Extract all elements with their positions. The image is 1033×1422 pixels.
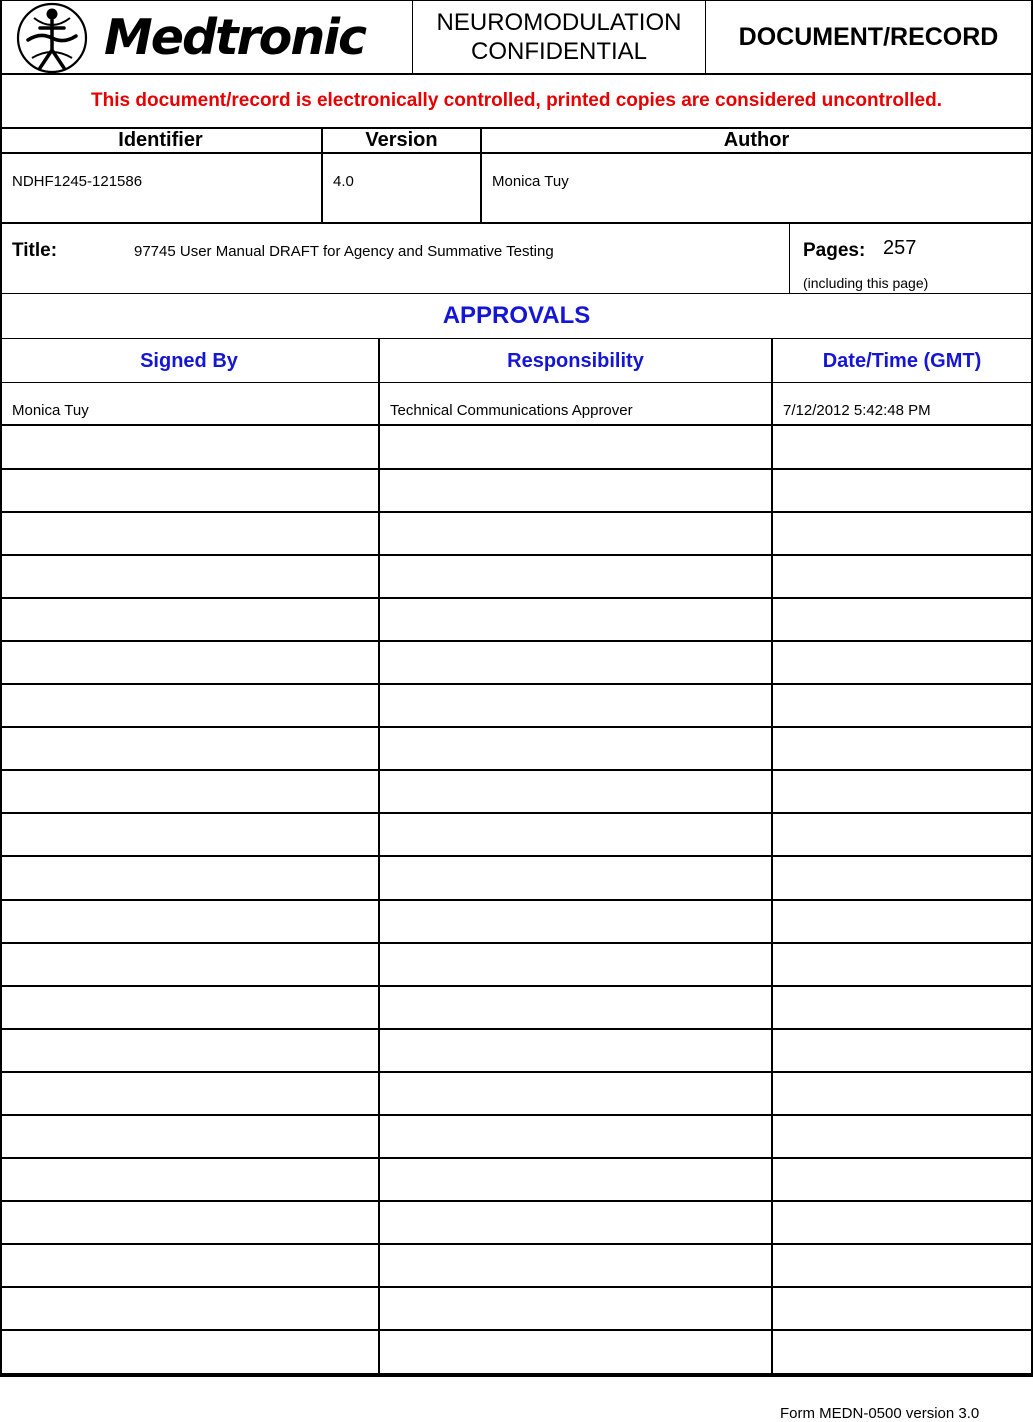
row-divider xyxy=(0,769,1033,771)
row-divider xyxy=(0,1157,1033,1159)
row-divider xyxy=(0,985,1033,987)
row-divider xyxy=(0,726,1033,728)
responsibility-header: Responsibility xyxy=(507,349,644,372)
author-value: Monica Tuy xyxy=(492,173,569,190)
row-divider xyxy=(0,1200,1033,1202)
classification-label xyxy=(413,0,705,74)
brand-wordmark: Medtronic xyxy=(104,9,366,66)
datetime-cell: 7/12/2012 5:42:48 PM xyxy=(783,402,931,419)
row-divider xyxy=(0,468,1033,470)
row-divider xyxy=(0,942,1033,944)
form-version: Form MEDN-0500 version 3.0 xyxy=(780,1405,980,1422)
approvals-heading: APPROVALS xyxy=(442,302,591,329)
row-divider xyxy=(0,1375,1033,1377)
row-divider xyxy=(0,899,1033,901)
row-divider xyxy=(0,597,1033,599)
version-header: Version xyxy=(365,128,438,151)
row-divider xyxy=(0,855,1033,857)
classification-line-2: CONFIDENTIAL xyxy=(470,38,647,65)
pages-note: (including this page) xyxy=(803,275,929,291)
row-divider xyxy=(0,424,1033,426)
version-value: 4.0 xyxy=(333,173,354,190)
pages-count: 257 xyxy=(883,237,917,259)
signed-by-header: Signed By xyxy=(140,349,238,372)
document-title: 97745 User Manual DRAFT for Agency and Summative Testing xyxy=(134,243,554,260)
medtronic-logo xyxy=(12,2,402,74)
author-header: Author xyxy=(723,128,790,151)
row-divider xyxy=(0,511,1033,513)
row-divider xyxy=(0,554,1033,556)
classification-line-1: NEUROMODULATION xyxy=(436,9,682,36)
signed-by-cell: Monica Tuy xyxy=(12,402,89,419)
pages-label: Pages: xyxy=(803,240,866,261)
row-divider xyxy=(0,1071,1033,1073)
row-divider xyxy=(0,1243,1033,1245)
row-divider xyxy=(0,1286,1033,1288)
row-divider xyxy=(0,640,1033,642)
identifier-value: NDHF1245-121586 xyxy=(12,173,143,190)
row-divider xyxy=(0,812,1033,814)
identifier-header: Identifier xyxy=(118,128,203,151)
row-divider xyxy=(0,683,1033,685)
datetime-header: Date/Time (GMT) xyxy=(822,349,982,372)
row-divider xyxy=(0,1114,1033,1116)
control-notice: This document/record is electronically controlled, printed copies are considered uncontrolled. xyxy=(91,90,942,111)
row-divider xyxy=(0,382,1033,383)
responsibility-cell: Technical Communications Approver xyxy=(390,402,633,419)
doc-type-label: DOCUMENT/RECORD xyxy=(738,22,999,51)
title-label: Title: xyxy=(12,240,58,261)
row-divider xyxy=(0,1329,1033,1331)
row-divider xyxy=(0,1028,1033,1030)
